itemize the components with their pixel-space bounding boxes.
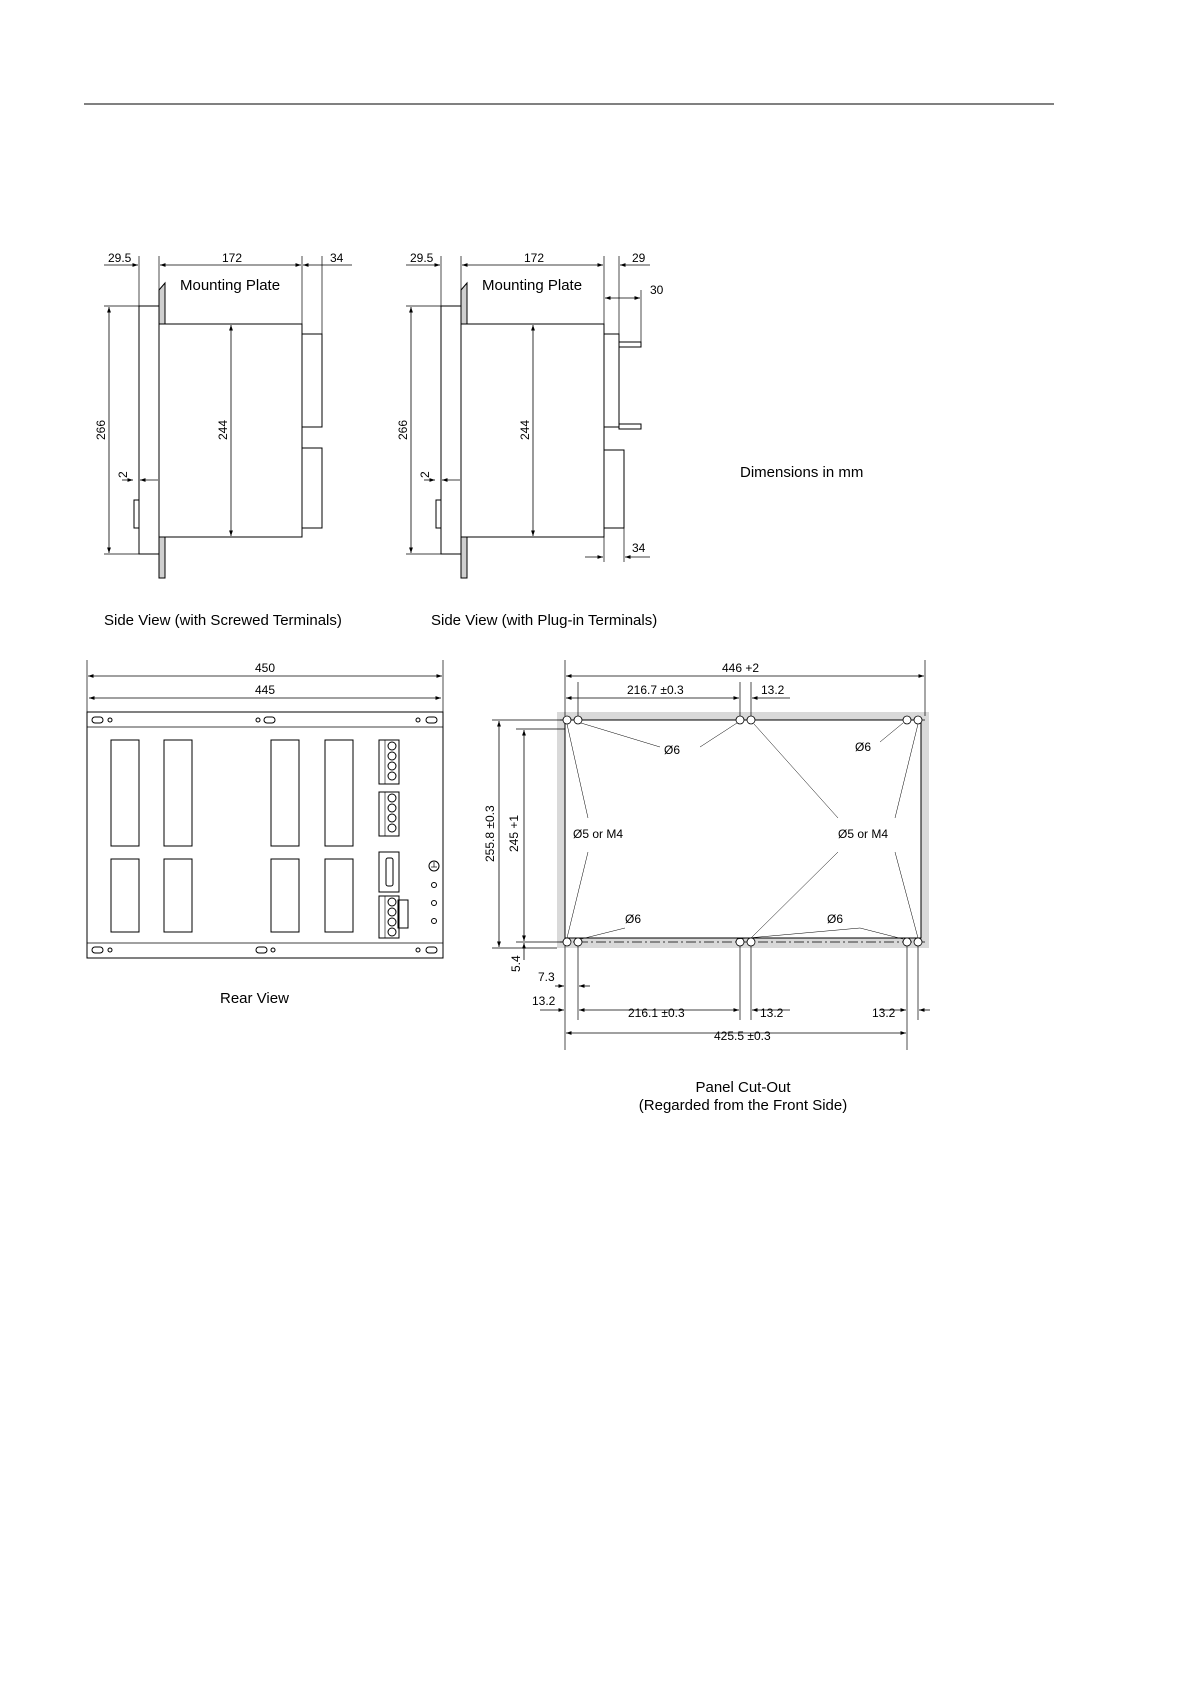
- dim-266: 266: [396, 419, 410, 440]
- plug-pin-1: [619, 342, 641, 347]
- hole-d6: [747, 716, 755, 724]
- dim-7-3: 7.3: [538, 970, 555, 984]
- dim-216-7: 216.7 ±0.3: [627, 683, 684, 697]
- side-view-screwed-labels: [94, 251, 344, 629]
- panel-cutout-caption-1: Panel Cut-Out: [695, 1079, 791, 1096]
- hole-d5: [574, 938, 582, 946]
- hole-d5: [574, 716, 582, 724]
- hole-d6: [747, 938, 755, 946]
- hole-d5: [903, 716, 911, 724]
- label-d6: Ø6: [827, 912, 844, 926]
- front-tab: [436, 500, 441, 528]
- dim-2: 2: [116, 471, 130, 478]
- label-d5: Ø5 or M4: [838, 827, 889, 841]
- housing-body: [159, 324, 302, 537]
- dim-29: 29: [632, 251, 646, 265]
- front-tab: [134, 500, 139, 528]
- panel-cutout: [492, 660, 930, 1050]
- side-view-screwed: [104, 256, 352, 578]
- dim-34-bottom: 34: [632, 541, 646, 555]
- dim-216-1: 216.1 ±0.3: [628, 1006, 685, 1020]
- label-d6: Ø6: [855, 740, 872, 754]
- dim-266: 266: [94, 419, 108, 440]
- hole-d6: [563, 938, 571, 946]
- dim-255-8: 255.8 ±0.3: [483, 805, 497, 862]
- plug-pin-2: [619, 424, 641, 429]
- dim-244: 244: [216, 419, 230, 440]
- dim-5-4: 5.4: [509, 955, 523, 972]
- hole-d5: [903, 938, 911, 946]
- panel-cutout-caption-2: (Regarded from the Front Side): [638, 1097, 848, 1114]
- dim-425-5: 425.5 ±0.3: [714, 1029, 771, 1043]
- dim-445: 445: [255, 683, 276, 697]
- mounting-plate-label: Mounting Plate: [482, 277, 583, 294]
- hole-d6: [563, 716, 571, 724]
- dim-13-2-mid: 13.2: [760, 1006, 784, 1020]
- dim-29-5: 29.5: [108, 251, 132, 265]
- dim-34: 34: [330, 251, 344, 265]
- plug-connector-upper: [604, 334, 619, 427]
- dim-29-5: 29.5: [410, 251, 434, 265]
- side-view-plugin-caption: Side View (with Plug-in Terminals): [431, 612, 658, 629]
- front-panel: [139, 306, 159, 554]
- terminal-block-upper: [302, 334, 322, 427]
- dim-13-2-top: 13.2: [761, 683, 785, 697]
- dim-172: 172: [222, 251, 243, 265]
- hole-d6: [914, 716, 922, 724]
- dim-245: 245 +1: [507, 814, 521, 852]
- dim-30: 30: [650, 283, 664, 297]
- label-d6: Ø6: [664, 743, 681, 757]
- dimensions-note: Dimensions in mm: [740, 464, 864, 481]
- hole-d5: [736, 716, 744, 724]
- side-view-plugin: [406, 256, 650, 578]
- dim-13-2-left: 13.2: [532, 994, 556, 1008]
- terminal-block-lower: [604, 450, 624, 528]
- dim-244: 244: [518, 419, 532, 440]
- side-view-screwed-caption: Side View (with Screwed Terminals): [104, 612, 342, 629]
- dim-13-2-right: 13.2: [872, 1006, 896, 1020]
- dim-172: 172: [524, 251, 545, 265]
- label-d5: Ø5 or M4: [573, 827, 624, 841]
- mounting-plate-label: Mounting Plate: [180, 277, 281, 294]
- label-d6: Ø6: [625, 912, 642, 926]
- terminal-block-lower: [302, 448, 322, 528]
- rear-view: [87, 660, 443, 958]
- dim-446: 446 +2: [722, 661, 760, 675]
- hole-d6: [914, 938, 922, 946]
- front-panel: [441, 306, 461, 554]
- rear-view-caption: Rear View: [220, 990, 289, 1007]
- side-view-plugin-labels: [396, 251, 664, 629]
- dim-2: 2: [418, 471, 432, 478]
- dim-450: 450: [255, 661, 276, 675]
- housing-body: [461, 324, 604, 537]
